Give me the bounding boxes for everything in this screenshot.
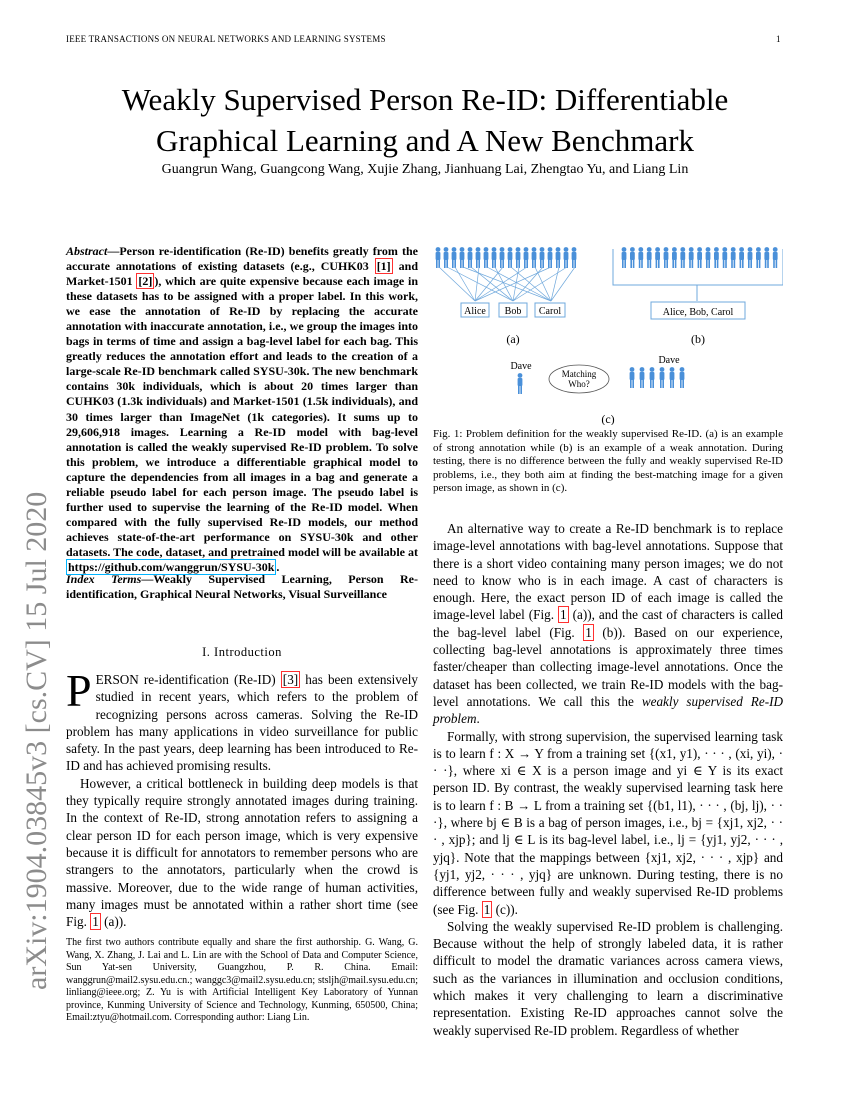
- matching-cloud: [549, 365, 609, 393]
- figure-ref-link[interactable]: 1: [483, 901, 491, 917]
- code-url-link[interactable]: https://github.com/wanggrun/SYSU-30k: [68, 559, 275, 574]
- drop-cap: P: [66, 665, 92, 716]
- person-icon: [500, 247, 505, 268]
- person-icon: [572, 247, 577, 268]
- intro-paragraph-2: [66, 775, 418, 931]
- intro-p1-text-a: ERSON re-identification (Re-ID): [95, 672, 281, 687]
- person-icon: [722, 247, 727, 268]
- label-b: (b): [691, 332, 705, 346]
- index-terms: [66, 572, 418, 602]
- abstract-text-c: ), which are quite expensive because each image in these datasets has to be assigned with a proper label. In this work, we ease the annotation of Re-ID by replacing the accurate annotation with inaccurate annotation, i.e., we group the images into bags in terms of time and assign a bag-level label for each bag. This greatly reduces the annotation effort and leads to the creation of a large-scale Re-ID benchmark called SYSU-30k. The new benchmark contains 30k individuals, which is about 20 times larger than CUHK03 (1.3k individuals) and Market-1501 (1.5k individuals), and 30 times larger than ImageNet (1k categories). It sums up to 29,606,918 images. Learning a Re-ID model with bag-level annotation is called the weakly supervised Re-ID problem. To solve this problem, we introduce a differentiable graphical model to capture the dependencies from all images in a bag and generate a reliable pseudo label for each person image. The pseudo label is further used to supervise the learning of the Re-ID model. When compared with the fully supervised Re-ID models, our method achieves state-of-the-art performance on SYSU-30k and other datasets. The code, dataset, and pretrained model will be available at: [66, 274, 418, 559]
- label-c: (c): [601, 412, 615, 425]
- title-line-1: Weakly Supervised Person Re-ID: Differentiable: [121, 82, 729, 117]
- person-icon: [556, 247, 561, 268]
- intro-p2-text-b: (a)).: [100, 914, 127, 930]
- person-icon: [650, 367, 655, 388]
- name-box-carol: [535, 303, 565, 317]
- person-icon: [706, 247, 711, 268]
- query-person: [518, 373, 523, 394]
- figure-ref-link[interactable]: 1: [560, 607, 567, 623]
- name-alice: Alice: [464, 306, 486, 317]
- person-icon: [492, 247, 497, 268]
- right-paragraph-2: [433, 728, 783, 918]
- abstract-text-a: —Person re-identification (Re-ID) benefits greatly from the accurate annotations of existing datasets (e.g., CUHK03: [66, 244, 418, 274]
- figure-caption: Fig. 1: Problem definition for the weakly supervised Re-ID. (a) is an example of strong annotation while (b) is an example of a weak annotation. During testing, there is no difference between the fully and weakly supervised Re-ID problems, i.e., they both aim at finding the best-matching image for a given person image, as shown in (c).: [433, 428, 783, 495]
- person-icon: [739, 247, 744, 268]
- person-icon: [764, 247, 769, 268]
- paper-title: [50, 79, 800, 161]
- person-icon: [638, 247, 643, 268]
- person-crowd-a: [436, 247, 577, 268]
- figure-ref-link[interactable]: 1: [585, 624, 592, 640]
- person-icon: [756, 247, 761, 268]
- abstract-label: Abstract: [66, 244, 108, 258]
- dave-label-left: Dave: [510, 361, 532, 372]
- person-icon: [532, 247, 537, 268]
- intro-p1-text-b: has been extensively studied in recent years, which refers to the problem of recognizing persons across cameras. Solving the Re-ID problem has many applications in video surveillance for public safety. In the past years, deep learning has been introduced to Re-ID and has achieved promising results.: [66, 672, 418, 774]
- section-heading-introduction: I. Introduction: [202, 645, 282, 659]
- right-p2-text-b: (c)).: [492, 901, 518, 917]
- matching-text-1: Matching: [561, 369, 597, 379]
- annotation-lines-a: [439, 267, 575, 301]
- right-p1-text-c: (b)). Based on our experience, collecting bag-level annotations is approximately three times faster/cheaper than collecting image-level annotations. Once the dataset has been collected, we train Re-ID models with the bag-level annotations. We call this the: [433, 624, 783, 709]
- abstract-text-b: and Market-1501: [66, 259, 418, 289]
- arxiv-stamp: arXiv:1904.03845v3 [cs.CV] 15 Jul 2020: [20, 491, 53, 990]
- figure-ref-link[interactable]: 1: [92, 914, 99, 930]
- intro-p2-text-a: However, a critical bottleneck in building deep models is that they typically require strongly annotated images during training. In the context of Re-ID, strong annotation refers to assigning a clear person ID for each person image, which is very expensive because it is difficult for annotators to remember persons who are strangers to the annotators, particularly when the crowd is massive. Moreover, due to the wide range of human activities, many images must be annotated within a rather short time (see Fig.: [66, 775, 418, 930]
- right-paragraph-1: [433, 520, 783, 728]
- citation-link-3[interactable]: [3]: [282, 672, 299, 687]
- person-crowd-b: [622, 247, 778, 268]
- person-icon: [689, 247, 694, 268]
- name-box-alice: [461, 303, 489, 317]
- person-icon: [660, 367, 665, 388]
- introduction-body: [66, 665, 418, 930]
- gallery-persons: [630, 367, 685, 388]
- person-icon: [564, 247, 569, 268]
- person-icon: [697, 247, 702, 268]
- right-p2-text-a: Formally, with strong supervision, the supervised learning task is to learn f : X → Y from a training set {(x1, y1), · · · , (xi, yi), · · ·}, where xi ∈ X is a person image and yi ∈ Y is its exact person ID. By contrast, the weakly supervised learning task here is to learn f : B → L from a training set {(b1, l1), · · · , (bj, lj), · · ·}, where bj ∈ B is a bag of person images, i.e., bj = {xj1, xj2, · · · , xjp}; and lj ∈ L is its bag-level label, i.e., lj = {yj1, yj2, · · · , yjq}. Note that the mappings between {xj1, xj2, · · · , xjp} and {yj1, yj2, · · · , yjq} are unknown. During testing, there is no difference between fully and weakly supervised Re-ID problems (see Fig.: [433, 728, 783, 917]
- person-icon: [540, 247, 545, 268]
- bag-label: Alice, Bob, Carol: [662, 307, 734, 318]
- label-a: (a): [506, 332, 520, 346]
- intro-paragraph-1: [66, 665, 418, 775]
- person-icon: [655, 247, 660, 268]
- page-number: 1: [776, 34, 781, 44]
- person-icon: [524, 247, 529, 268]
- citation-link-1[interactable]: [1]: [376, 259, 391, 274]
- index-terms-label: Index Terms: [66, 572, 142, 586]
- index-terms-text: —Weakly Supervised Learning, Person Re-identification, Graphical Neural Networks, Visual Surveillance: [66, 572, 418, 602]
- dave-label-right: Dave: [658, 355, 680, 366]
- right-p1-text-a: An alternative way to create a Re-ID benchmark is to replace image-level annotations with bag-level annotations. Suppose that there is a short video containing many person images; we do not need to know who is in each image. A cast of characters is enough. Here, the exact person ID of each image is called the image-level label (Fig.: [433, 521, 783, 623]
- person-icon: [664, 247, 669, 268]
- name-bob: Bob: [504, 306, 522, 317]
- name-carol: Carol: [538, 306, 562, 317]
- person-icon: [516, 247, 521, 268]
- right-p1-emphasis: weakly supervised Re-ID problem: [433, 693, 783, 727]
- person-icon: [670, 367, 675, 388]
- person-icon: [714, 247, 719, 268]
- person-icon: [773, 247, 778, 268]
- person-icon: [452, 247, 457, 268]
- person-icon: [508, 247, 513, 268]
- person-icon: [468, 247, 473, 268]
- figure-1: [433, 245, 783, 425]
- person-icon: [548, 247, 553, 268]
- person-icon: [731, 247, 736, 268]
- person-icon: [444, 247, 449, 268]
- matching-text-2: Who?: [568, 379, 590, 389]
- abstract-end: .: [276, 559, 280, 574]
- person-icon: [647, 247, 652, 268]
- author-list: Guangrun Wang, Guangcong Wang, Xujie Zhang, Jianhuang Lai, Zhengtao Yu, and Liang Lin: [161, 162, 689, 177]
- person-icon: [476, 247, 481, 268]
- person-icon: [680, 247, 685, 268]
- title-line-2: Graphical Learning and A New Benchmark: [155, 123, 694, 158]
- right-paragraph-3: Solving the weakly supervised Re-ID problem is challenging. Because without the help of strongly labeled data, it is rather difficult to model the dramatic variances across camera views, such as the variances in illumination and occlusion conditions, which makes it very challenging to learn a discriminative representation. Existing Re-ID approaches cannot solve the weakly supervised Re-ID problem. Regardless of whether: [433, 918, 783, 1038]
- right-p1-text-d: .: [476, 711, 480, 727]
- person-icon: [640, 367, 645, 388]
- person-icon: [630, 247, 635, 268]
- person-icon: [630, 367, 635, 388]
- person-icon: [622, 247, 627, 268]
- person-icon: [680, 367, 685, 388]
- person-icon: [484, 247, 489, 268]
- running-header: IEEE TRANSACTIONS ON NEURAL NETWORKS AND LEARNING SYSTEMS: [66, 34, 386, 44]
- bag-label-box: [651, 302, 745, 319]
- citation-link-2[interactable]: [2]: [138, 274, 153, 289]
- person-icon: [672, 247, 677, 268]
- footnote: The first two authors contribute equally and share the first authorship. G. Wang, G. Wang, X. Zhang, J. Lai and L. Lin are with the School of Data and Computer Science, Sun Yat-sen University, Guangzhou, P. R. China. Email: wanggrun@mail2.sysu.edu.cn.; wanggc3@mail2.sysu.edu.cn; stsljh@mail.sysu.edu.cn; linliang@ieee.org; Z. Yu is with Artificial Intelligent Key Laboratory of Yunnan province, Kunming University of Science and Technology, Kunming, 650500, China; Email:ztyu@hotmail.com. Corresponding author: Liang Lin.: [66, 937, 418, 1023]
- abstract: [66, 244, 418, 575]
- person-icon: [748, 247, 753, 268]
- right-column-body: [433, 520, 783, 1039]
- person-icon: [436, 247, 441, 268]
- person-icon: [460, 247, 465, 268]
- right-p1-text-b: (a)), and the cast of characters is called the bag-level label (Fig.: [433, 607, 783, 640]
- name-box-bob: [499, 303, 527, 317]
